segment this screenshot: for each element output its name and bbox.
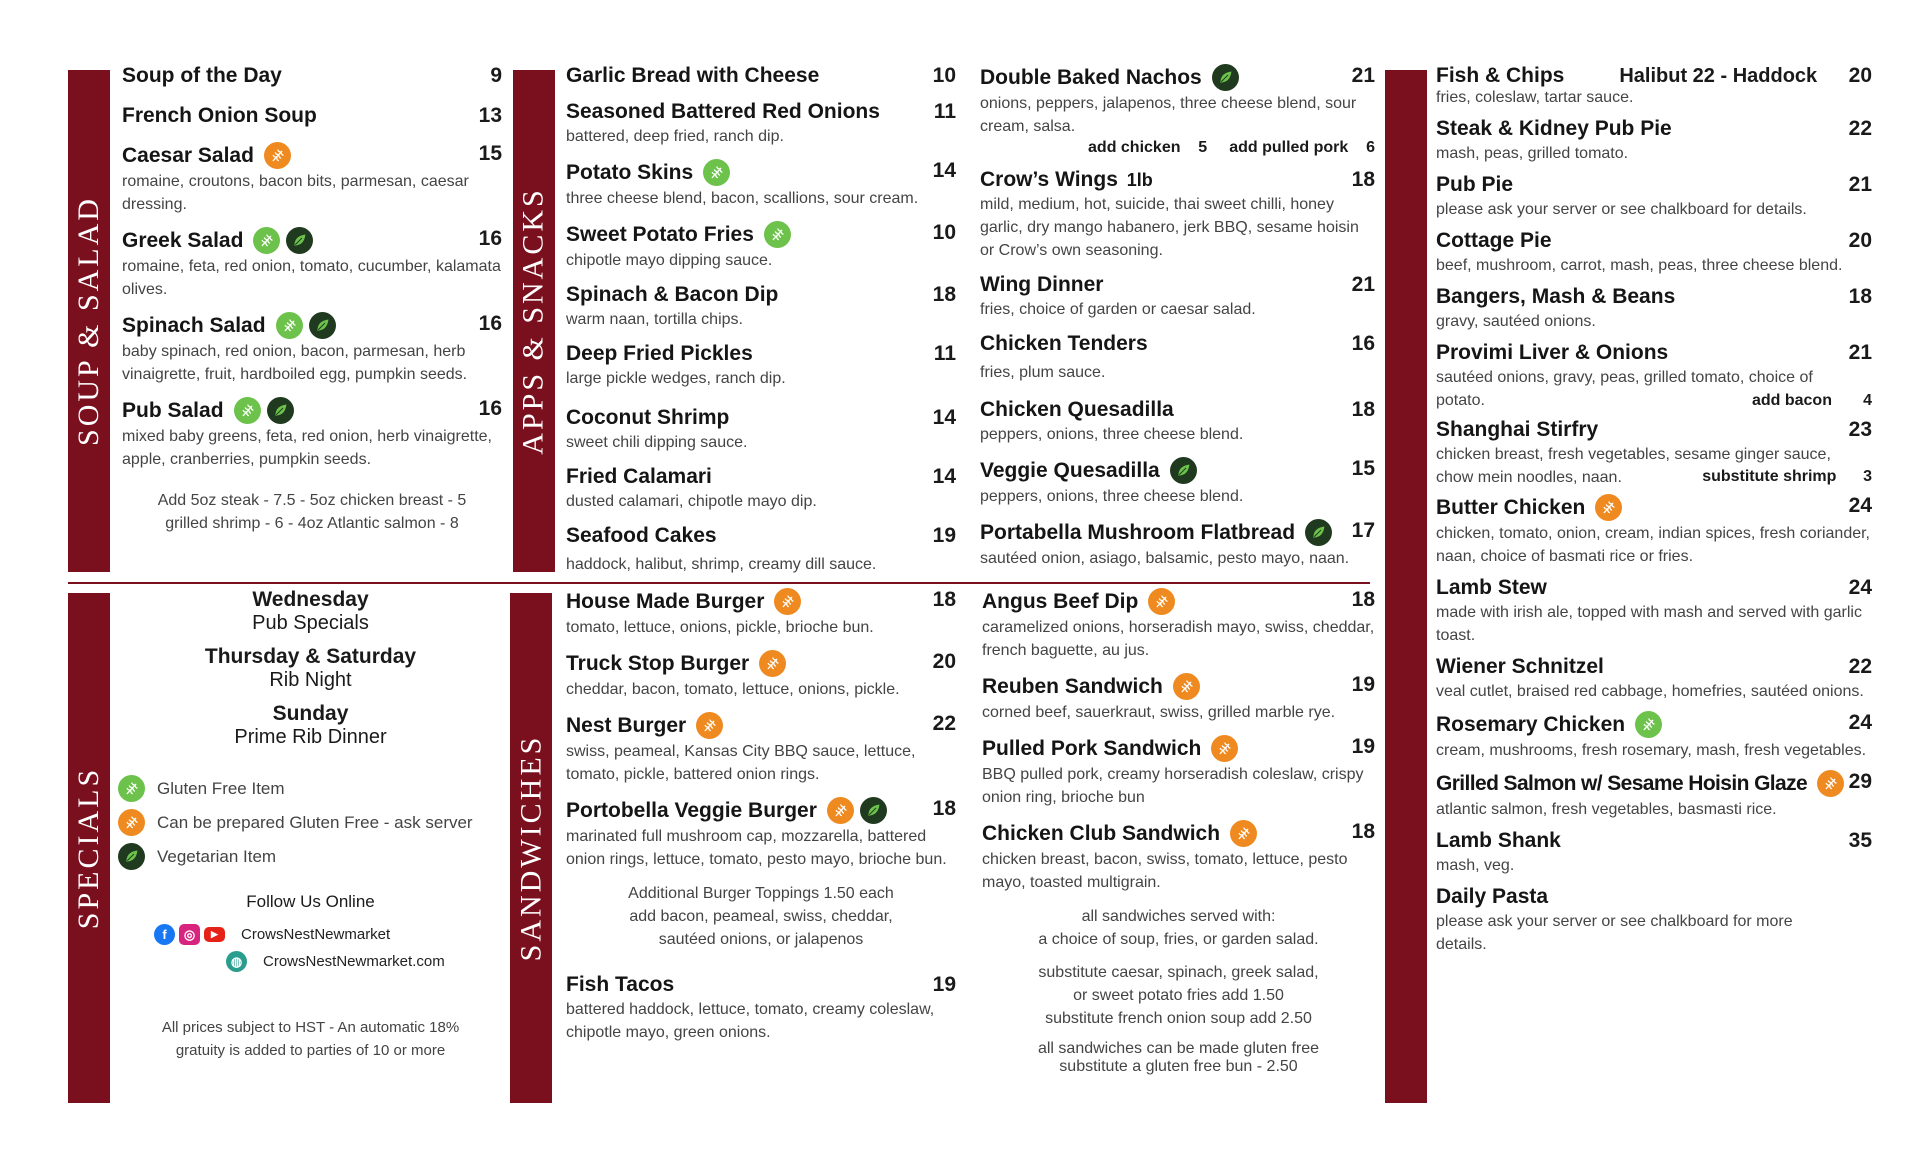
item-name: Fish Tacos [566, 973, 675, 996]
item-description: chicken breast, bacon, swiss, tomato, lettuce, pesto mayo, toasted multigrain. [982, 851, 1348, 891]
toppings-line: Additional Burger Toppings 1.50 each [628, 885, 894, 902]
item-name: Seafood Cakes [566, 524, 717, 547]
menu-item [1436, 117, 1872, 165]
item-description: made with irish ale, topped with mash and served with garlic toast. [1436, 604, 1862, 644]
item-name: Crow’s Wings [980, 168, 1118, 191]
wheat-icon [1211, 735, 1238, 762]
item-description: tomato, lettuce, onions, pickle, brioche bun. [566, 619, 874, 636]
item-price: 16 [478, 227, 502, 250]
item-name: Pub Pie [1436, 173, 1514, 196]
item-price: 19 [932, 973, 956, 996]
item-price: 19 [932, 524, 956, 547]
hst-line: gratuity is added to parties of 10 or more [175, 1042, 446, 1059]
instagram-icon[interactable]: ◎ [179, 924, 200, 945]
item-description: atlantic salmon, fresh vegetables, basmasti rice. [1436, 801, 1777, 818]
menu-item [1436, 829, 1872, 877]
item-description: onions, peppers, jalapenos, three cheese blend, sour cream, salsa. [980, 95, 1357, 135]
menu-item [566, 712, 956, 786]
item-name: Deep Fried Pickles [566, 342, 753, 365]
item-description: mixed baby greens, feta, red onion, herb vinaigrette, apple, cranberries, pumpkin seeds. [122, 428, 492, 468]
special-day: Sunday [272, 702, 349, 725]
addon-price: 6 [1366, 139, 1375, 156]
addon-line: Add 5oz steak - 7.5 - 5oz chicken breast - 5 [157, 492, 467, 509]
item-price: 15 [1351, 457, 1375, 480]
item-description: romaine, feta, red onion, tomato, cucumber, kalamata olives. [122, 258, 501, 298]
item-description: beef, mushroom, carrot, mash, peas, three cheese blend. [1436, 257, 1843, 274]
item-description: chipotle mayo dipping sauce. [566, 252, 773, 269]
item-description: fries, plum sauce. [980, 364, 1106, 381]
item-name: House Made Burger [566, 589, 765, 613]
item-description: cheddar, bacon, tomato, lettuce, onions, pickle. [566, 681, 900, 698]
menu-item [1436, 576, 1872, 647]
item-description: peppers, onions, three cheese blend. [980, 488, 1244, 505]
wheat-icon [759, 650, 786, 677]
section-bar-soup-salad [68, 70, 110, 572]
item-addons [980, 139, 1375, 157]
wheat-icon [696, 712, 723, 739]
wheat-icon [703, 159, 730, 186]
item-name: Sweet Potato Fries [566, 222, 754, 246]
item-price-options: Halibut 22 - Haddock [1619, 64, 1818, 87]
special-day: Wednesday [252, 588, 369, 611]
menu-item [566, 283, 956, 331]
item-name: Spinach Salad [122, 313, 266, 337]
item-name: Caesar Salad [122, 143, 254, 167]
item-name: Chicken Tenders [980, 332, 1148, 355]
item-description: gravy, sautéed onions. [1436, 313, 1596, 330]
note-line: all sandwiches served with: [1081, 908, 1276, 925]
item-description: chicken, tomato, onion, cream, indian spices, fresh coriander, naan, choice of basmati rice or fries. [1436, 525, 1870, 565]
item-name: Pub Salad [122, 398, 224, 422]
section-bar-apps-snacks [513, 70, 555, 572]
wheat-icon [1595, 494, 1622, 521]
menu-item [1436, 229, 1872, 277]
item-name: Cottage Pie [1436, 229, 1552, 252]
item-price: 9 [490, 64, 502, 87]
item-description: please ask your server or see chalkboard for details. [1436, 201, 1807, 218]
sandwich-gf-note [982, 1040, 1375, 1076]
menu-item [122, 397, 502, 471]
item-name: Double Baked Nachos [980, 65, 1202, 89]
menu-item [982, 820, 1375, 894]
item-price: 18 [1351, 168, 1375, 191]
follow-heading: Follow Us Online [246, 892, 375, 911]
soup-salad-addons [122, 489, 502, 535]
item-price: 22 [1848, 117, 1872, 140]
item-price: 14 [932, 406, 956, 429]
item-name: Greek Salad [122, 228, 244, 252]
menu-item [980, 457, 1375, 508]
item-name: Bangers, Mash & Beans [1436, 285, 1676, 308]
wheat-icon [764, 221, 791, 248]
item-price: 20 [932, 650, 956, 673]
item-name: Spinach & Bacon Dip [566, 283, 779, 306]
item-name: Wiener Schnitzel [1436, 655, 1604, 678]
item-description: marinated full mushroom cap, mozzarella, battered onion rings, lettuce, tomato, pesto mayo, brioche bun. [566, 828, 947, 868]
special-day: Thursday & Saturday [204, 645, 417, 668]
addon-line: grilled shrimp - 6 - 4oz Atlantic salmon - 8 [165, 515, 459, 532]
section-title-soup-salad: SOUP & SALAD [72, 196, 105, 446]
leaf-icon [1170, 457, 1197, 484]
burger-toppings-note [566, 882, 956, 951]
item-price: 35 [1848, 829, 1872, 852]
item-price: 15 [478, 142, 502, 165]
menu-item [980, 168, 1375, 262]
wheat-icon [118, 809, 145, 836]
wheat-icon [1635, 711, 1662, 738]
hst-line: All prices subject to HST - An automatic 18% [161, 1019, 460, 1036]
sandwich-substitute-note [982, 961, 1375, 1030]
item-name: Veggie Quesadilla [980, 458, 1160, 482]
item-price: 13 [478, 104, 502, 127]
item-name: Pulled Pork Sandwich [982, 736, 1202, 760]
item-price: 18 [1848, 285, 1872, 308]
item-name: Shanghai Stirfry [1436, 418, 1599, 441]
item-name: Fish & Chips [1436, 64, 1565, 87]
item-description: chicken breast, fresh vegetables, sesame ginger sauce, chow mein noodles, naan. [1436, 446, 1831, 486]
menu-item [566, 342, 956, 390]
leaf-icon [1212, 64, 1239, 91]
specials-column [118, 588, 503, 1062]
item-description: sautéed onion, asiago, balsamic, pesto mayo, naan. [980, 550, 1350, 567]
section-bar-pub-grub [1385, 70, 1427, 1103]
legend-row [118, 775, 503, 802]
website-link[interactable]: CrowsNestNewmarket.com [263, 953, 445, 970]
item-price: 18 [932, 588, 956, 611]
item-price: 18 [1351, 398, 1375, 421]
item-name: Provimi Liver & Onions [1436, 341, 1669, 364]
addon-price: 5 [1198, 139, 1208, 156]
item-size: 1lb [1126, 169, 1153, 190]
item-price: 11 [933, 100, 956, 123]
item-description: swiss, peameal, Kansas City BBQ sauce, lettuce, tomato, pickle, battered onion rings. [566, 743, 916, 783]
addon-label: add bacon [1751, 392, 1832, 409]
item-description: dusted calamari, chipotle mayo dip. [566, 493, 817, 510]
menu-item [1436, 711, 1872, 762]
legend-label: Gluten Free Item [157, 778, 285, 798]
menu-item [982, 588, 1375, 662]
menu-item [122, 227, 502, 301]
item-price: 24 [1848, 711, 1872, 734]
item-description: please ask your server or see chalkboard for more details. [1436, 913, 1793, 953]
wheat-icon [827, 797, 854, 824]
menu-item [980, 332, 1375, 384]
item-price: 17 [1351, 519, 1375, 542]
social-row [154, 924, 503, 945]
item-price: 14 [932, 159, 956, 182]
item-name: Butter Chicken [1436, 495, 1586, 519]
menu-item [982, 673, 1375, 724]
leaf-icon [267, 397, 294, 424]
soup-salad-column [122, 64, 502, 535]
section-bar-specials [68, 593, 110, 1103]
item-name: Lamb Stew [1436, 576, 1547, 599]
item-price: 21 [1351, 273, 1375, 296]
apps-column-1 [566, 64, 956, 587]
item-description: warm naan, tortilla chips. [566, 311, 743, 328]
item-price: 18 [1351, 820, 1375, 843]
note-line: substitute caesar, spinach, greek salad, [1038, 964, 1319, 981]
menu-item [980, 273, 1375, 321]
item-price: 18 [932, 283, 956, 306]
sandwiches-column-2 [982, 588, 1375, 1076]
menu-item [1436, 655, 1872, 703]
wheat-icon [1173, 673, 1200, 700]
item-name: French Onion Soup [122, 104, 317, 127]
leaf-icon [118, 843, 145, 870]
item-description: haddock, halibut, shrimp, creamy dill sauce. [566, 556, 877, 573]
menu-item [566, 406, 956, 454]
menu-item [980, 64, 1375, 157]
menu-item [122, 312, 502, 386]
item-price: 22 [1848, 655, 1872, 678]
item-name: Grilled Salmon w/ Sesame Hoisin Glaze [1436, 771, 1808, 795]
leaf-icon [286, 227, 313, 254]
item-price: 22 [932, 712, 956, 735]
item-description: sweet chili dipping sauce. [566, 434, 748, 451]
item-name: Lamb Shank [1436, 829, 1561, 852]
item-name: Coconut Shrimp [566, 406, 730, 429]
wheat-icon [234, 397, 261, 424]
item-name: Garlic Bread with Cheese [566, 64, 820, 87]
item-price: 19 [1351, 673, 1375, 696]
addon-price: 4 [1863, 392, 1872, 409]
item-price: 21 [1848, 173, 1872, 196]
menu-item [980, 398, 1375, 446]
leaf-icon [309, 312, 336, 339]
sandwiches-column-1 [566, 588, 956, 1055]
note-line: or sweet potato fries add 1.50 [1073, 987, 1284, 1004]
leaf-icon [1305, 519, 1332, 546]
item-description: fries, coleslaw, tartar sauce. [1436, 89, 1634, 106]
note-line: substitute a gluten free bun - 2.50 [1059, 1058, 1298, 1075]
wheat-icon [774, 588, 801, 615]
menu-item [566, 524, 956, 576]
addon-label: add pulled pork [1229, 139, 1349, 156]
special-name: Rib Night [269, 669, 352, 691]
wheat-icon [1148, 588, 1175, 615]
sandwich-sides-note [982, 905, 1375, 951]
menu-item [1436, 173, 1872, 221]
legend [118, 775, 503, 870]
menu-item [122, 64, 502, 88]
item-description: mash, peas, grilled tomato. [1436, 145, 1629, 162]
item-price: 18 [1351, 588, 1375, 611]
wheat-icon [276, 312, 303, 339]
item-name: Chicken Club Sandwich [982, 821, 1221, 845]
item-description: battered haddock, lettuce, tomato, creamy coleslaw, chipotle mayo, green onions. [566, 1001, 935, 1041]
legend-row [118, 809, 503, 836]
menu-item [1436, 285, 1872, 333]
item-description: three cheese blend, bacon, scallions, sour cream. [566, 190, 919, 207]
item-description: battered, deep fried, ranch dip. [566, 128, 784, 145]
item-name: Reuben Sandwich [982, 674, 1163, 698]
item-price: 20 [1848, 229, 1872, 252]
note-line: all sandwiches can be made gluten free [1037, 1040, 1320, 1057]
item-price: 11 [933, 342, 956, 365]
item-description: caramelized onions, horseradish mayo, swiss, cheddar, french baguette, au jus. [982, 619, 1375, 659]
item-name: Nest Burger [566, 713, 687, 737]
item-price: 10 [932, 221, 956, 244]
menu-item [566, 650, 956, 701]
item-price: 16 [478, 397, 502, 420]
item-name: Seasoned Battered Red Onions [566, 100, 880, 123]
menu-item [982, 735, 1375, 809]
item-description: veal cutlet, braised red cabbage, homefries, sautéed onions. [1436, 683, 1864, 700]
toppings-line: sautéed onions, or jalapenos [658, 931, 864, 948]
item-price: 14 [932, 465, 956, 488]
note-line: substitute french onion soup add 2.50 [1045, 1010, 1312, 1027]
menu-item [566, 797, 956, 871]
legend-label: Can be prepared Gluten Free - ask server [157, 812, 473, 832]
facebook-icon[interactable]: f [154, 924, 175, 945]
social-row [154, 951, 503, 972]
item-name: Portobella Veggie Burger [566, 798, 817, 822]
item-price: 21 [1351, 64, 1375, 87]
item-name: Wing Dinner [980, 273, 1104, 296]
item-addons [1436, 392, 1872, 410]
menu-item [980, 519, 1375, 570]
item-name: Daily Pasta [1436, 885, 1549, 908]
item-description: large pickle wedges, ranch dip. [566, 370, 786, 387]
special-name: Pub Specials [252, 612, 369, 634]
toppings-line: add bacon, peameal, swiss, cheddar, [629, 908, 893, 925]
social-links [118, 924, 503, 972]
wheat-icon [253, 227, 280, 254]
item-name: Soup of the Day [122, 64, 282, 87]
menu-item [566, 588, 956, 639]
section-title-sandwiches: SANDWICHES [514, 734, 548, 962]
special-name: Prime Rib Dinner [234, 726, 387, 748]
menu-item [1436, 885, 1872, 956]
menu-item [1436, 64, 1872, 109]
item-description: corned beef, sauerkraut, swiss, grilled marble rye. [982, 704, 1336, 721]
menu-item [1436, 770, 1872, 821]
legend-label: Vegetarian Item [157, 846, 277, 866]
menu-item [1436, 341, 1872, 410]
item-name: Chicken Quesadilla [980, 398, 1174, 421]
item-description: sautéed onions, gravy, peas, grilled tomato, choice of potato. [1436, 369, 1813, 409]
item-name: Fried Calamari [566, 465, 712, 488]
globe-icon: ◍ [226, 951, 247, 972]
item-price: 19 [1351, 735, 1375, 758]
menu-item [566, 159, 956, 210]
youtube-icon[interactable]: ▶ [204, 927, 225, 942]
menu-item [566, 973, 956, 1044]
item-price: 24 [1848, 494, 1872, 517]
item-price: 18 [932, 797, 956, 820]
menu-item [566, 64, 956, 88]
item-price: 10 [932, 64, 956, 87]
item-description: BBQ pulled pork, creamy horseradish coleslaw, crispy onion ring, brioche bun [982, 766, 1364, 806]
addon-label: substitute shrimp [1702, 468, 1837, 485]
menu-item [566, 100, 956, 148]
item-description: peppers, onions, three cheese blend. [980, 426, 1244, 443]
item-name: Angus Beef Dip [982, 589, 1139, 613]
item-price: 20 [1848, 64, 1872, 87]
item-price: 29 [1848, 770, 1872, 793]
apps-column-2 [980, 64, 1375, 581]
wheat-icon [1817, 770, 1844, 797]
addon-price: 3 [1863, 468, 1872, 485]
addon-label: add chicken [1088, 139, 1181, 156]
wheat-icon [118, 775, 145, 802]
item-name: Rosemary Chicken [1436, 712, 1626, 736]
item-description: fries, choice of garden or caesar salad. [980, 301, 1256, 318]
item-name: Steak & Kidney Pub Pie [1436, 117, 1672, 140]
menu-item [1436, 494, 1872, 568]
item-name: Truck Stop Burger [566, 651, 750, 675]
item-price: 16 [478, 312, 502, 335]
section-bar-sandwiches [510, 593, 552, 1103]
menu-item [122, 104, 502, 128]
item-description: cream, mushrooms, fresh rosemary, mash, fresh vegetables. [1436, 742, 1867, 759]
hst-note [118, 1016, 503, 1062]
item-price: 21 [1848, 341, 1872, 364]
item-description: mild, medium, hot, suicide, thai sweet chilli, honey garlic, dry mango habanero, jerk BBQ, sesame hoisin or Crow’s own seasoning. [980, 196, 1359, 259]
pub-grub-column [1436, 64, 1872, 967]
item-name: Portabella Mushroom Flatbread [980, 520, 1296, 544]
item-name: Potato Skins [566, 160, 694, 184]
section-title-apps-snacks: APPS & SNACKS [517, 187, 550, 455]
legend-row [118, 843, 503, 870]
wheat-icon [1230, 820, 1257, 847]
menu-item [566, 465, 956, 513]
menu-item [566, 221, 956, 272]
note-line: a choice of soup, fries, or garden salad. [1038, 931, 1319, 948]
section-title-specials: SPECIALS [72, 766, 105, 930]
social-handle[interactable]: CrowsNestNewmarket [241, 926, 391, 943]
wheat-icon [264, 142, 291, 169]
leaf-icon [860, 797, 887, 824]
item-price: 23 [1848, 418, 1872, 441]
item-description: romaine, croutons, bacon bits, parmesan, caesar dressing. [122, 173, 469, 213]
menu-item [1436, 418, 1872, 486]
item-price: 16 [1351, 332, 1375, 355]
item-description: mash, veg. [1436, 857, 1515, 874]
item-price: 24 [1848, 576, 1872, 599]
item-description: baby spinach, red onion, bacon, parmesan, herb vinaigrette, fruit, hardboiled egg, pumpkin seeds. [122, 343, 468, 383]
menu-item [122, 142, 502, 216]
